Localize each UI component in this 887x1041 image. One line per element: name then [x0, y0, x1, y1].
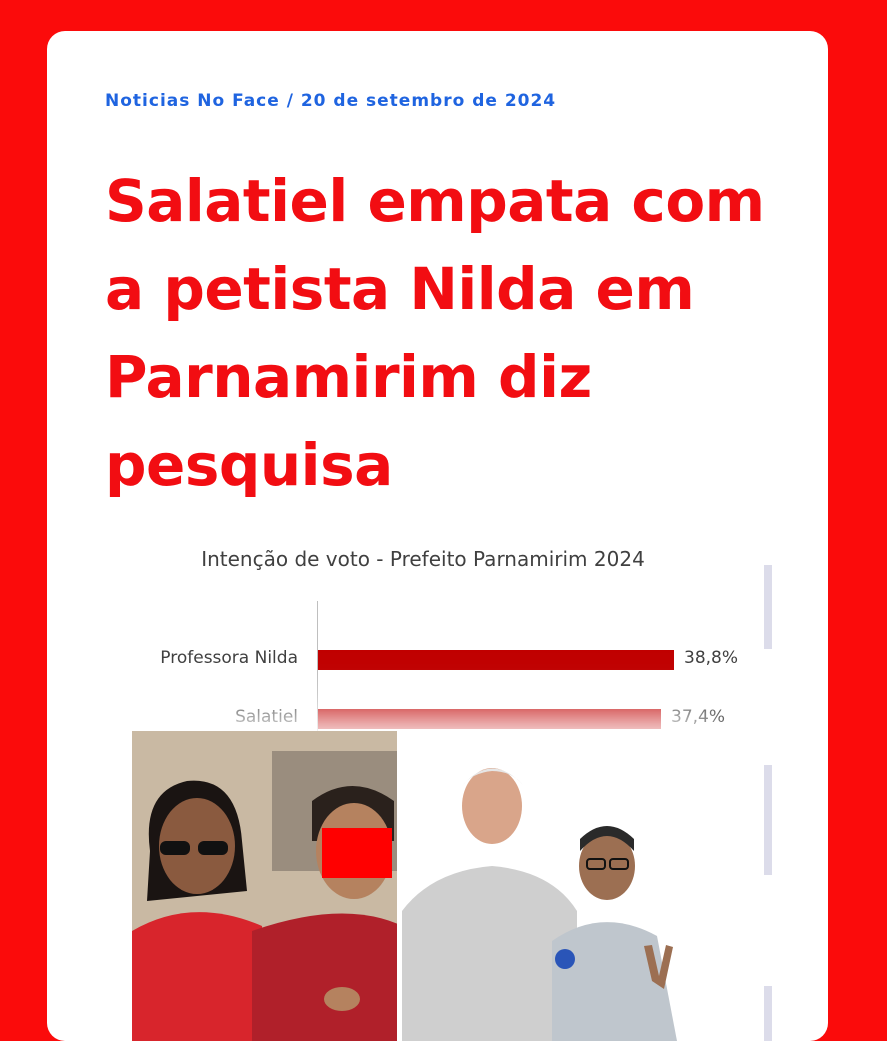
chart-border	[764, 565, 772, 649]
chart-category-label: Professora Nilda	[160, 648, 298, 668]
candidates-photo	[132, 731, 697, 1041]
chart-value-label: 37,4%	[671, 707, 726, 727]
chart-border	[764, 765, 772, 875]
chart-border	[764, 986, 772, 1041]
chart-category-label: Salatiel	[235, 707, 298, 727]
article-byline: Noticias No Face / 20 de setembro de 2024	[105, 91, 557, 111]
article-card	[47, 31, 828, 1041]
chart-bar-row	[105, 640, 755, 680]
chart-title: Intenção de voto - Prefeito Parnamirim 2024	[201, 547, 645, 571]
chart-bar	[318, 650, 674, 670]
photo-collage-icon	[132, 731, 697, 1041]
article-headline: Salatiel empata com a petista Nilda em Parnamirim diz pesquisa	[105, 167, 765, 499]
chart-value-label: 38,8%	[684, 648, 739, 668]
chart-bar	[318, 709, 661, 729]
